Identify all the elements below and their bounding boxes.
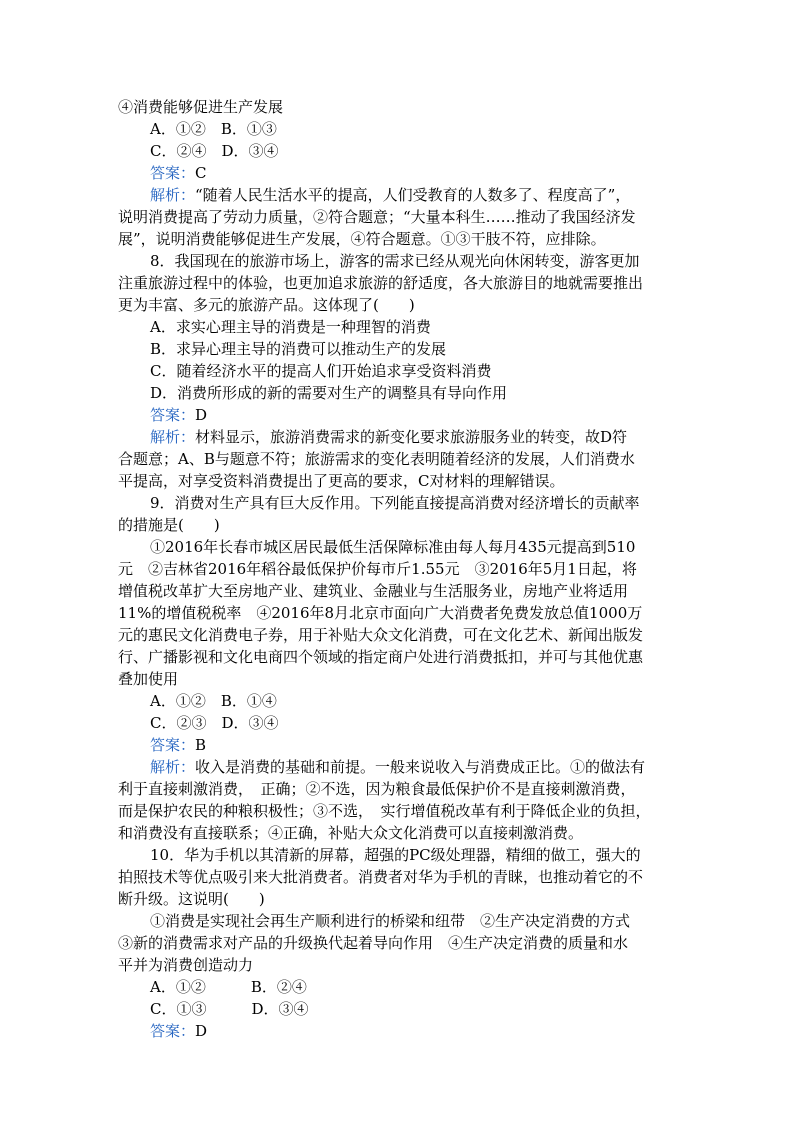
q9-statement-line-3: 增值税改革扩大至房地产业、建筑业、金融业与生活服务业，房地产业将适用	[118, 582, 629, 600]
q10-statement-line-2: ③新的消费需求对产品的升级换代起着导向作用 ④生产决定消费的质量和水	[118, 934, 629, 952]
q8-stem-line-2: 注重旅游过程中的体验，也更加追求旅游的舒适度，各大旅游目的地就需要推出	[118, 274, 644, 292]
q9-stem-line-2: 的措施是( )	[118, 516, 220, 534]
q8-option-d: D．消费所形成的新的需要对生产的调整具有导向作用	[150, 384, 508, 402]
q8-option-a: A．求实心理主导的消费是一种理智的消费	[150, 318, 431, 336]
q9-statement-line-6: 行、广播影视和文化电商四个领域的指定商户处进行消费抵扣，并可与其他优惠	[118, 648, 644, 666]
analysis-text: 材料显示，旅游消费需求的新变化要求旅游服务业的转变，故D符	[195, 428, 628, 446]
q7-options-ab: A．①② B．①③	[150, 120, 277, 138]
q10-stem-line-2: 拍照技术等优点吸引来大批消费者。消费者对华为手机的青睐，也推动着它的不	[118, 868, 644, 886]
analysis-label: 解析：	[150, 428, 196, 446]
q8-option-c: C．随着经济水平的提高人们开始追求享受资料消费	[150, 362, 492, 380]
analysis-text: 收入是消费的基础和前提。一般来说收入与消费成正比。①的做法有	[195, 758, 646, 776]
q7-analysis-line-3: 展”，说明消费能够促进生产发展，④符合题意。①③干肢不符，应排除。	[118, 230, 606, 248]
q8-analysis-line-2: 合题意；A、B与题意不符；旅游需求的变化表明随着经济的发展，人们消费水	[118, 450, 635, 468]
answer-value: C	[195, 164, 207, 182]
q9-options-cd: C．②③ D．③④	[150, 714, 279, 732]
q9-stem-line-1: 9．消费对生产具有巨大反作用。下列能直接提高消费对经济增长的贡献率	[150, 494, 640, 512]
q9-statement-line-7: 叠加使用	[118, 670, 179, 688]
q9-analysis-line-4: 和消费没有直接联系；④正确，补贴大众文化消费可以直接刺激消费。	[118, 824, 584, 842]
q7-item-4: ④消费能够促进生产发展	[118, 98, 284, 116]
answer-value: B	[195, 736, 207, 754]
q8-stem-line-1: 8．我国现在的旅游市场上，游客的需求已经从观光向休闲转变，游客更加	[150, 252, 640, 270]
q8-analysis-line-1	[150, 427, 627, 447]
analysis-label: 解析：	[150, 758, 196, 776]
answer-value: D	[195, 406, 208, 424]
q8-stem-line-3: 更为丰富、多元的旅游产品。这体现了( )	[118, 296, 415, 314]
q8-option-b: B．求异心理主导的消费可以推动生产的发展	[150, 340, 447, 358]
answer-value: D	[195, 1022, 208, 1040]
answer-label: 答案：	[150, 1022, 196, 1040]
q8-answer	[150, 405, 207, 425]
q7-options-cd: C．②④ D．③④	[150, 142, 279, 160]
q9-answer	[150, 735, 206, 755]
q9-analysis-line-1	[150, 757, 645, 777]
answer-label: 答案：	[150, 164, 196, 182]
q9-options-ab: A．①② B．①④	[150, 692, 277, 710]
analysis-text: “随着人民生活水平的提高，人们受教育的人数多了、程度高了”，	[195, 186, 631, 204]
q9-analysis-line-3: 而是保护农民的种粮积极性；③不选， 实行增值税改革有利于降低企业的负担，	[118, 802, 651, 820]
q9-statement-line-1: ①2016年长春市城区居民最低生活保障标准由每人每月435元提高到510	[150, 538, 636, 556]
q7-analysis-line-2: 说明消费提高了劳动力质量，②符合题意；“大量本科生……推动了我国经济发	[118, 208, 636, 226]
q10-answer	[150, 1021, 207, 1041]
q8-analysis-line-3: 平提高，对享受资料消费提出了更高的要求，C对材料的理解错误。	[118, 472, 565, 490]
q9-analysis-line-2: 利于直接刺激消费， 正确；②不选，因为粮食最低保护价不是直接刺激消费，	[118, 780, 636, 798]
q10-options-ab: A．①② B．②④	[150, 978, 307, 996]
analysis-label: 解析：	[150, 186, 196, 204]
q9-statement-line-4: 11%的增值税税率 ④2016年8月北京市面向广大消费者免费发放总值1000万	[118, 604, 643, 622]
q10-statement-line-1: ①消费是实现社会再生产顺利进行的桥梁和纽带 ②生产决定消费的方式	[150, 912, 631, 930]
q9-statement-line-2: 元 ②吉林省2016年稻谷最低保护价每市斤1.55元 ③2016年5月1日起，将	[118, 560, 637, 578]
q10-statement-line-3: 平并为消费创造动力	[118, 956, 254, 974]
q10-stem-line-1: 10．华为手机以其清新的屏幕，超强的PC级处理器，精细的做工，强大的	[150, 846, 641, 864]
q7-analysis-line-1	[150, 185, 630, 205]
q10-stem-line-3: 断升级。这说明( )	[118, 890, 265, 908]
answer-label: 答案：	[150, 736, 196, 754]
q7-answer	[150, 163, 207, 183]
q9-statement-line-5: 元的惠民文化消费电子券，用于补贴大众文化消费，可在文化艺术、新闻出版发	[118, 626, 644, 644]
q10-options-cd: C．①③ D．③④	[150, 1000, 309, 1018]
answer-label: 答案：	[150, 406, 196, 424]
